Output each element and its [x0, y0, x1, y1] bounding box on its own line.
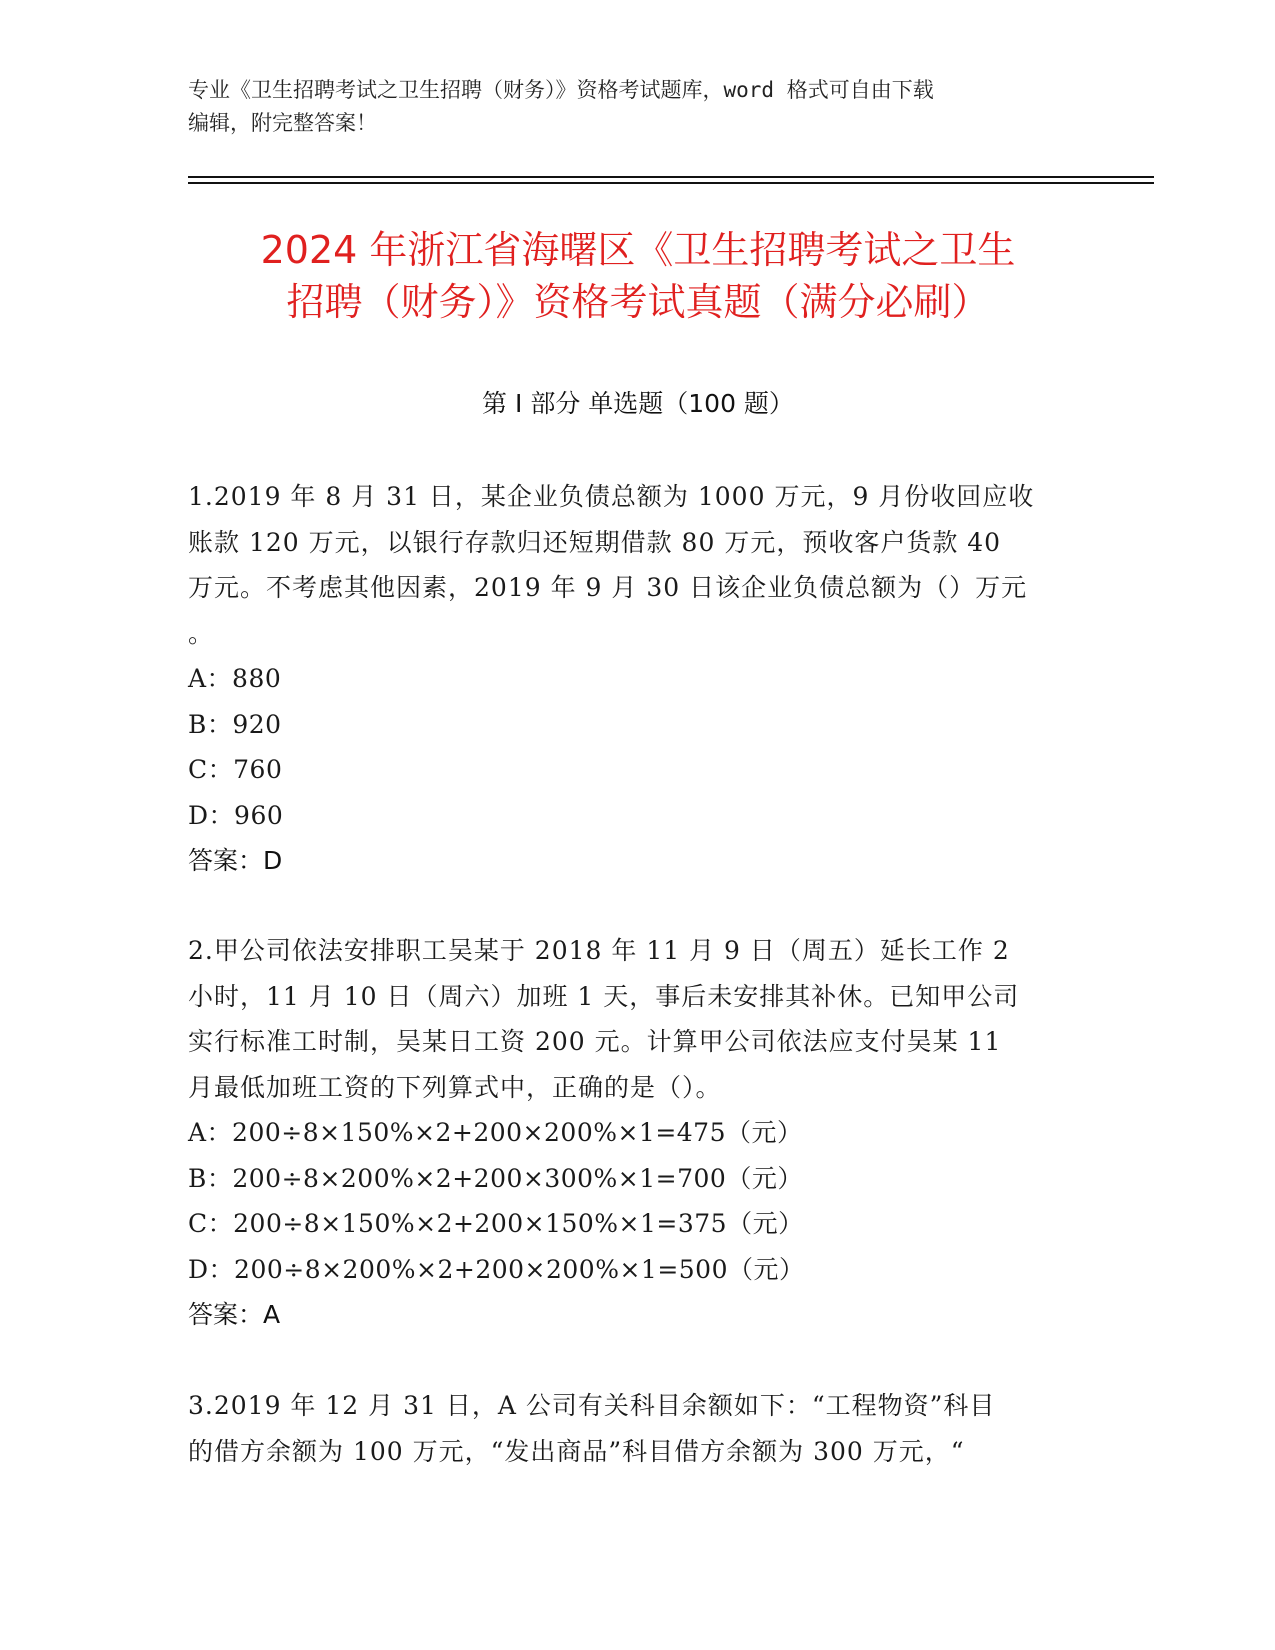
stem-line: 万元。不考虑其他因素，2019 年 9 月 30 日该企业负债总额为（）万元	[188, 573, 1028, 602]
stem-line: 小时，11 月 10 日（周六）加班 1 天，事后未安排其补休。已知甲公司	[188, 981, 1020, 1011]
header-line-2: 编辑，附完整答案！	[188, 111, 377, 135]
option-d: D：200÷8×200%×2+200×200%×1=500（元）	[188, 1254, 805, 1284]
option-d: D：960	[188, 800, 284, 830]
stem-line: 月最低加班工资的下列算式中，正确的是（）。	[188, 1072, 722, 1102]
section-heading: 第 I 部分 单选题（100 题）	[482, 389, 794, 418]
option-a: A：200÷8×150%×2+200×200%×1=475（元）	[188, 1118, 803, 1147]
title-line-2: 招聘（财务）》资格考试真题（满分必刷）	[286, 280, 990, 324]
document-header	[188, 74, 1068, 140]
question-stem	[188, 928, 1088, 1110]
stem-line: 1.2019 年 8 月 31 日，某企业负债总额为 1000 万元，9 月份收回应收	[188, 482, 1035, 511]
stem-line: 。	[188, 618, 215, 648]
question-stem	[188, 1383, 1088, 1474]
option-c: C：200÷8×150%×2+200×150%×1=375（元）	[188, 1209, 804, 1238]
option-b: B：920	[188, 709, 282, 739]
question-3	[188, 1383, 1088, 1474]
stem-line: 3.2019 年 12 月 31 日，A 公司有关科目余额如下：“工程物资”科目	[188, 1391, 996, 1420]
stem-line: 的借方余额为 100 万元，“发出商品”科目借方余额为 300 万元，“	[188, 1436, 965, 1466]
question-2	[188, 928, 1088, 1338]
option-c: C：760	[188, 755, 283, 784]
header-divider-top	[188, 176, 1154, 178]
answer: 答案：A	[188, 1300, 281, 1329]
document-title	[188, 224, 1088, 328]
question-1	[188, 474, 1088, 884]
header-divider-bottom	[188, 182, 1154, 184]
header-line-1: 专业《卫生招聘考试之卫生招聘（财务）》资格考试题库，word 格式可自由下载	[188, 78, 934, 102]
option-b: B：200÷8×200%×2+200×300%×1=700（元）	[188, 1163, 803, 1193]
answer: 答案：D	[188, 846, 283, 875]
question-stem	[188, 474, 1088, 656]
stem-line: 实行标准工时制，吴某日工资 200 元。计算甲公司依法应支付吴某 11	[188, 1027, 1002, 1056]
option-a: A：880	[188, 664, 282, 693]
stem-line: 账款 120 万元，以银行存款归还短期借款 80 万元，预收客户货款 40	[188, 527, 1002, 557]
title-line-1: 2024 年浙江省海曙区《卫生招聘考试之卫生	[260, 228, 1016, 272]
stem-line: 2.甲公司依法安排职工吴某于 2018 年 11 月 9 日（周五）延长工作 2	[188, 936, 1010, 965]
